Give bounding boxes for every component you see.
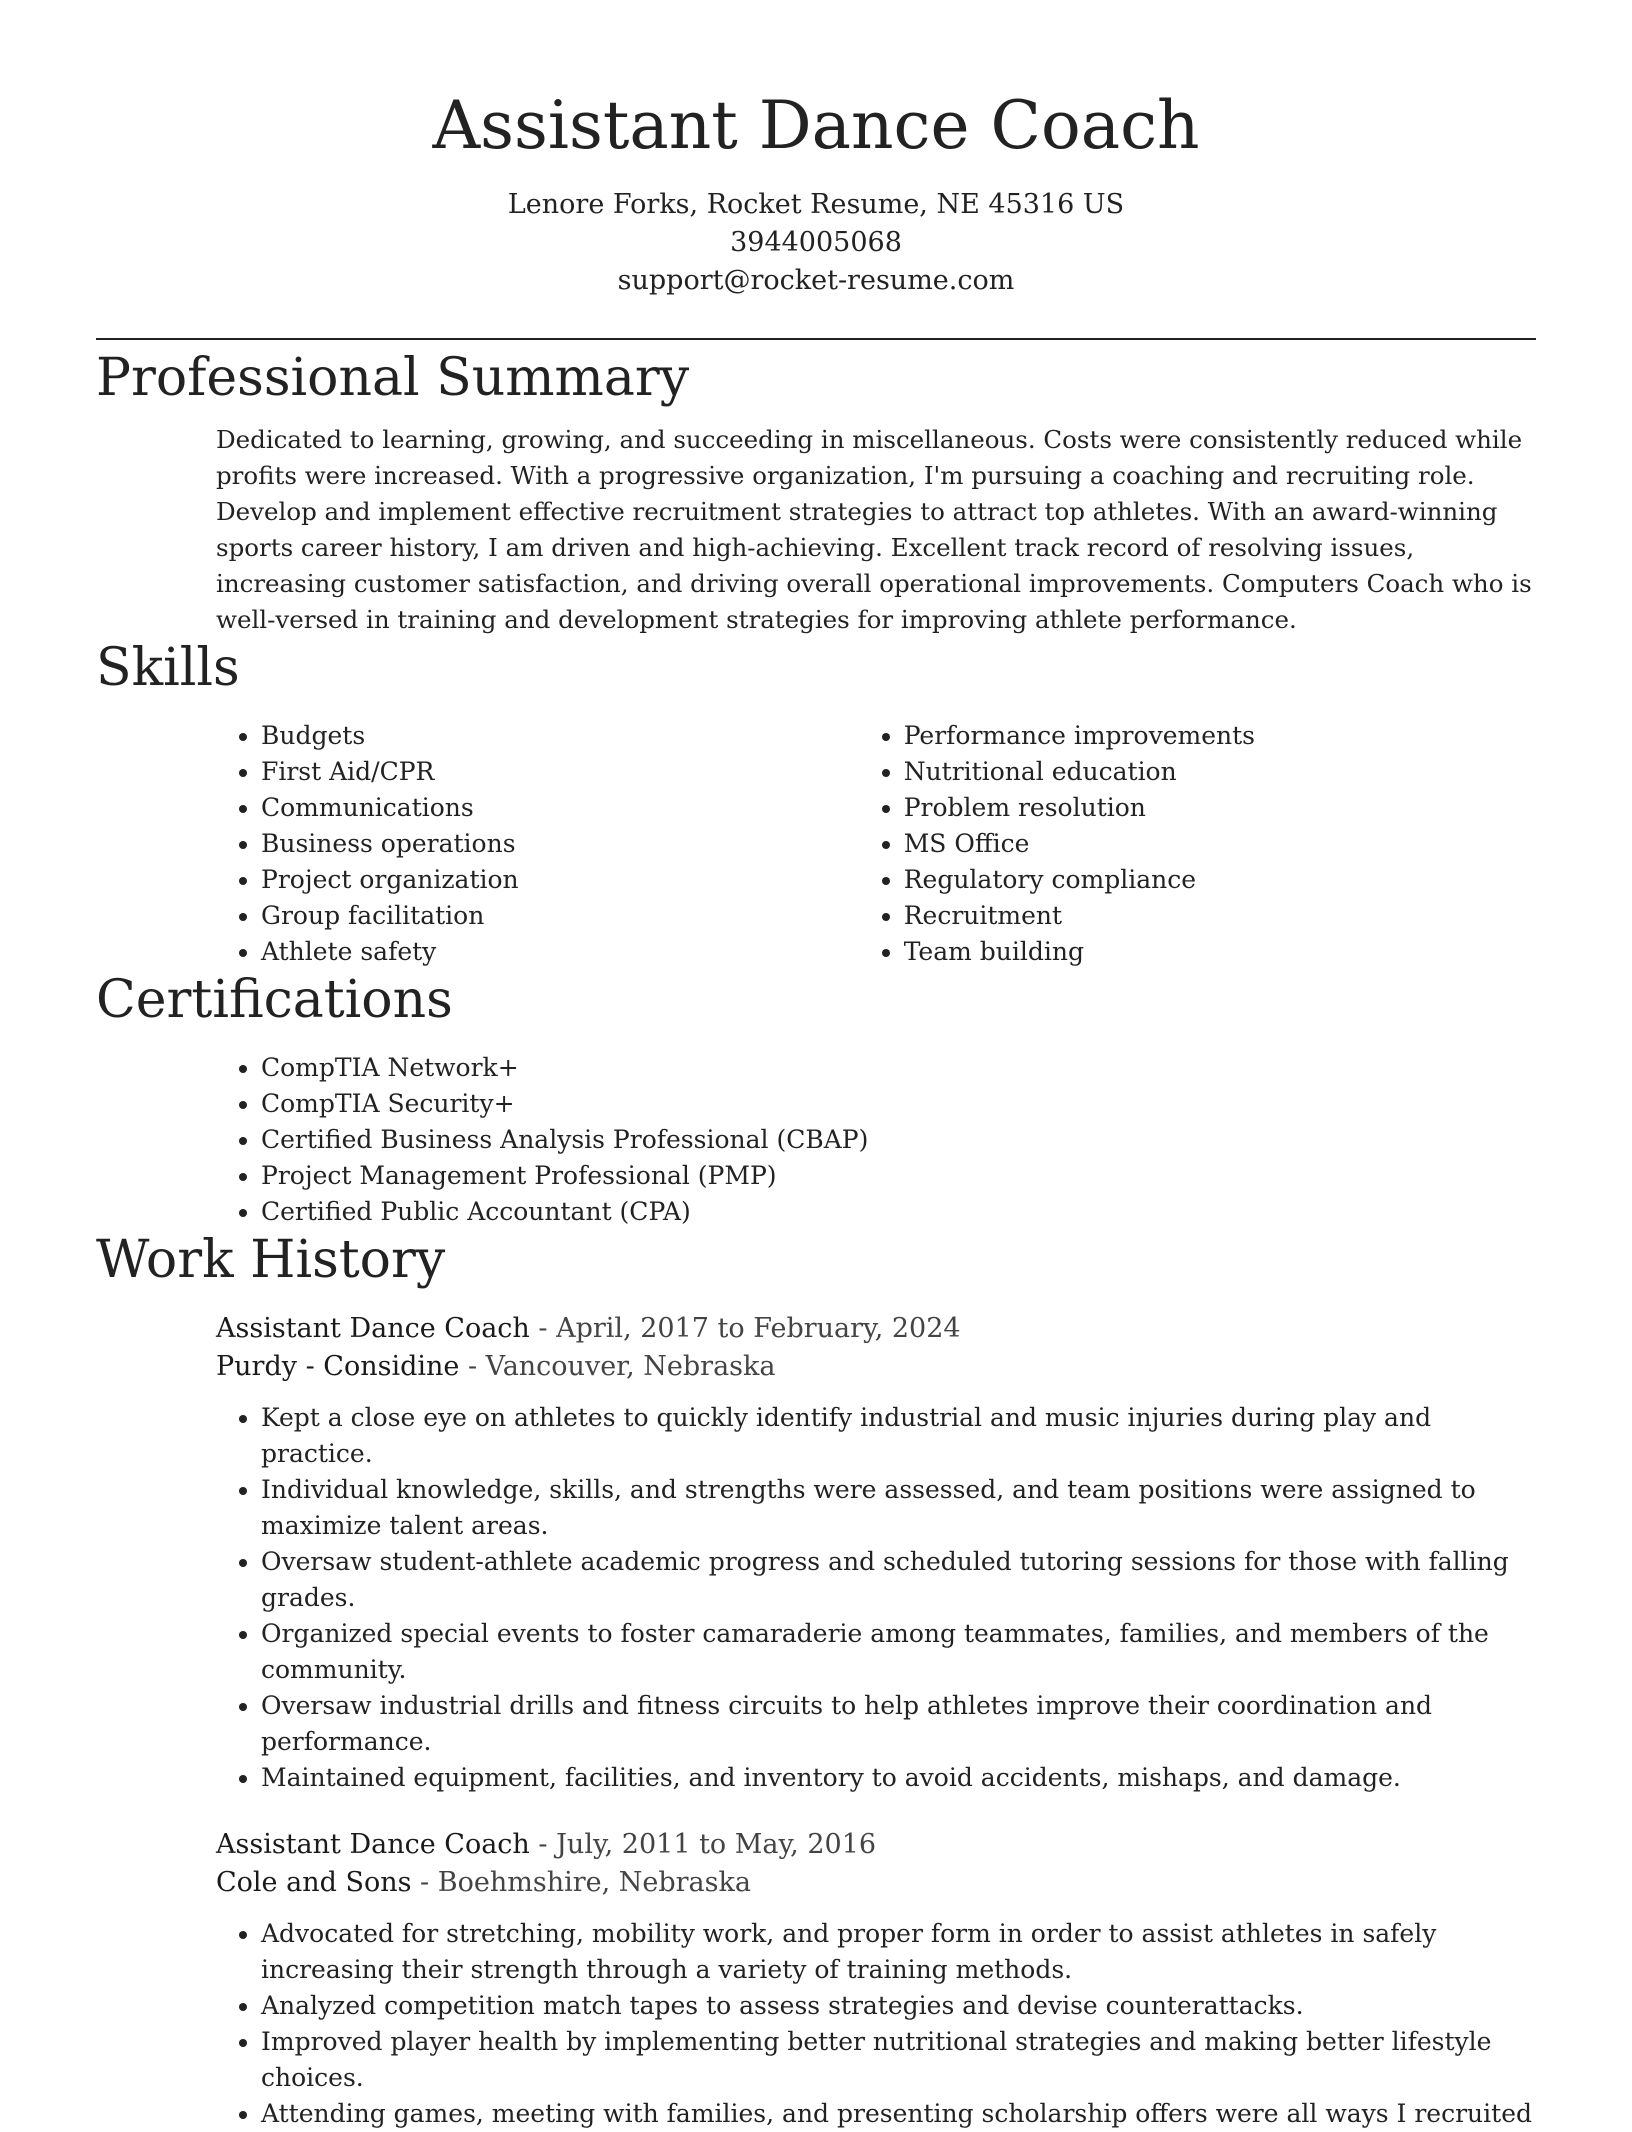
job-duty: • Advocated for stretching, mobility work, and proper form in order to assist athletes in safely increasing their strength through a variety of training methods.: [261, 1916, 1536, 1988]
job-dates: April, 2017 to February, 2024: [556, 1313, 961, 1344]
job-duty: • Oversaw student-athlete academic progress and scheduled tutoring sessions for those with falling grades.: [261, 1544, 1536, 1616]
separator: -: [411, 1867, 438, 1898]
certification-item: • Project Management Professional (PMP): [261, 1158, 1536, 1194]
job-company: Purdy - Considine: [216, 1351, 460, 1382]
job-duty: • Attending games, meeting with families, and presenting scholarship offers were all ways I recruited: [261, 2096, 1536, 2132]
skill-item: • Budgets: [261, 718, 859, 754]
job-role: Assistant Dance Coach: [216, 1829, 530, 1860]
job-title-line: [216, 1310, 1536, 1348]
skill-item: • Business operations: [261, 826, 859, 862]
certification-item: • CompTIA Security+: [261, 1086, 1536, 1122]
skills-heading: Skills: [96, 638, 240, 698]
separator: -: [459, 1351, 486, 1382]
job-duty: • Kept a close eye on athletes to quickly identify industrial and music injuries during play and practice.: [261, 1400, 1536, 1472]
job-duty: • Individual knowledge, skills, and strengths were assessed, and team positions were assigned to maximize talent areas.: [261, 1472, 1536, 1544]
skill-item: • Recruitment: [904, 898, 1536, 934]
job-header: [216, 1826, 1536, 1902]
certification-item: • Certified Business Analysis Professional (CBAP): [261, 1122, 1536, 1158]
skill-item: • First Aid/CPR: [261, 754, 859, 790]
skill-item: • Communications: [261, 790, 859, 826]
candidate-name: Assistant Dance Coach: [432, 87, 1200, 164]
skill-item: • Group facilitation: [261, 898, 859, 934]
certifications-heading: Certifications: [96, 970, 453, 1030]
contact-address: Lenore Forks, Rocket Resume, NE 45316 US: [507, 189, 1125, 220]
contact-block: [96, 186, 1536, 300]
header-divider: [96, 338, 1536, 340]
contact-email: support@rocket-resume.com: [617, 265, 1015, 296]
job-company: Cole and Sons: [216, 1867, 412, 1898]
skills-list: [216, 718, 1536, 970]
certification-item: • Certified Public Accountant (CPA): [261, 1194, 1536, 1230]
job-location: Boehmshire, Nebraska: [437, 1867, 751, 1898]
skill-item: • Regulatory compliance: [904, 862, 1536, 898]
skill-item: • Team building: [904, 934, 1536, 970]
job-duty: • Improved player health by implementing better nutritional strategies and making better lifestyle choices.: [261, 2024, 1536, 2096]
separator: -: [529, 1829, 557, 1860]
job-company-line: [216, 1348, 1536, 1386]
separator: -: [529, 1313, 557, 1344]
certifications-list: [216, 1050, 1536, 1230]
job-duty: • Oversaw industrial drills and fitness circuits to help athletes improve their coordination and performance.: [261, 1688, 1536, 1760]
job-title-line: [216, 1826, 1536, 1864]
job-company-line: [216, 1864, 1536, 1902]
skill-item: • Athlete safety: [261, 934, 859, 970]
job-entry: [216, 1826, 1536, 2132]
skill-item: • Project organization: [261, 862, 859, 898]
job-header: [216, 1310, 1536, 1386]
skill-item: • Performance improvements: [904, 718, 1536, 754]
job-duty: • Organized special events to foster camaraderie among teammates, families, and members of the community.: [261, 1616, 1536, 1688]
job-dates: July, 2011 to May, 2016: [556, 1829, 877, 1860]
job-location: Vancouver, Nebraska: [485, 1351, 776, 1382]
job-duties-list: [216, 1916, 1536, 2132]
job-duties-list: [216, 1400, 1536, 1796]
job-role: Assistant Dance Coach: [216, 1313, 530, 1344]
resume-page: [96, 0, 1536, 2132]
job-entry: [216, 1310, 1536, 1796]
job-duty: • Analyzed competition match tapes to assess strategies and devise counterattacks.: [261, 1988, 1536, 2024]
work-history-heading: Work History: [96, 1230, 446, 1290]
job-duty: • Maintained equipment, facilities, and inventory to avoid accidents, mishaps, and damage.: [261, 1760, 1536, 1796]
summary-text: Dedicated to learning, growing, and succeeding in miscellaneous. Costs were consistently reduced while profits were increased. With a progressive organization, I'm pursuing a coaching and recruiting role. Develop and implement effective recruitment strategies to attract top athletes. With an award-winning sports career history, I am driven and high-achieving. Excellent track record of resolving issues, increasing customer satisfaction, and driving overall operational improvements. Computers Coach who is well-versed in training and development strategies for improving athlete performance.: [216, 425, 1532, 634]
skill-item: • MS Office: [904, 826, 1536, 862]
summary-heading: Professional Summary: [96, 348, 690, 408]
skills-column-left: [216, 718, 859, 970]
contact-phone: 3944005068: [730, 227, 902, 258]
skill-item: • Nutritional education: [904, 754, 1536, 790]
skill-item: • Problem resolution: [904, 790, 1536, 826]
skills-column-right: [859, 718, 1536, 970]
certification-item: • CompTIA Network+: [261, 1050, 1536, 1086]
